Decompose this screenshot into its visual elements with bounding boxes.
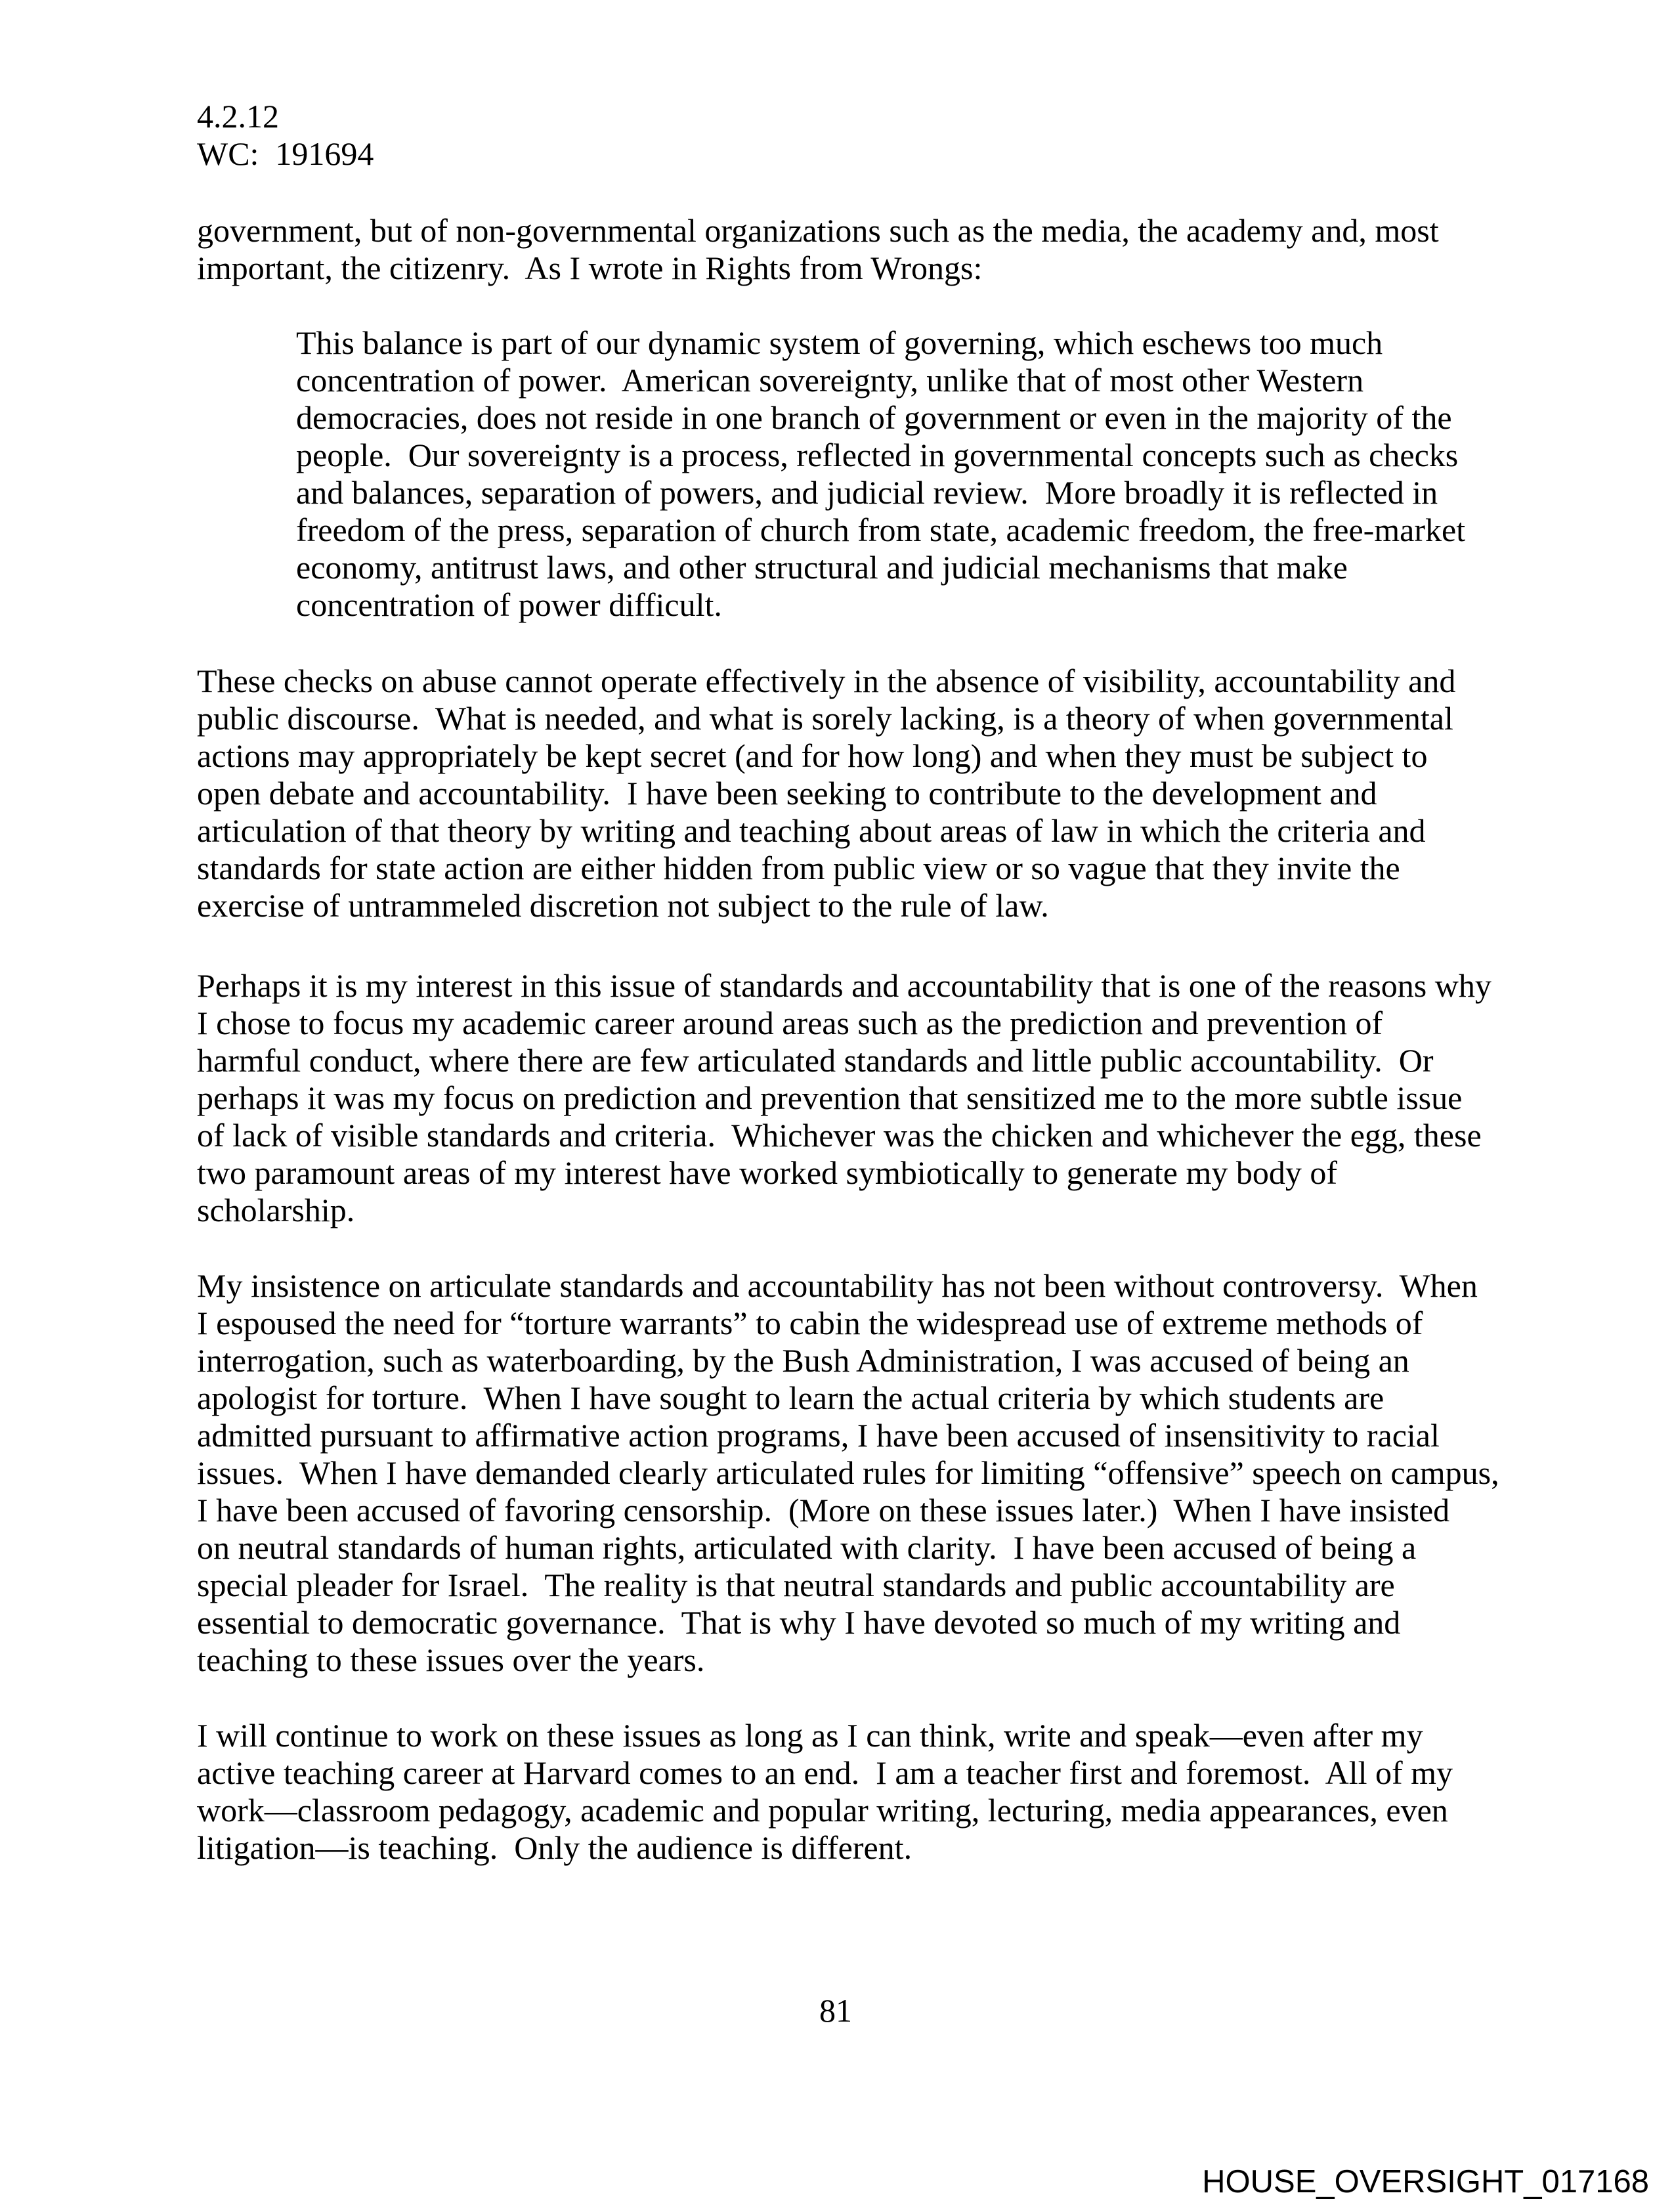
quote-line: people. Our sovereignty is a process, reflected in governmental concepts such as checks	[296, 437, 1459, 473]
paragraph-line: on neutral standards of human rights, articulated with clarity. I have been accused of being a	[197, 1529, 1417, 1566]
paragraph-line: articulation of that theory by writing and teaching about areas of law in which the criteria and	[197, 812, 1426, 849]
paragraph-line: apologist for torture. When I have sought to learn the actual criteria by which students are	[197, 1379, 1384, 1416]
header-word-count: WC: 191694	[197, 135, 374, 172]
paragraph-line: Perhaps it is my interest in this issue of standards and accountability that is one of the reasons why	[197, 967, 1492, 1004]
quote-line: This balance is part of our dynamic system of governing, which eschews too much	[296, 324, 1383, 361]
paragraph-line: harmful conduct, where there are few articulated standards and little public accountability. Or	[197, 1042, 1434, 1079]
page-number	[0, 1992, 1674, 2029]
paragraph-line: teaching to these issues over the years.	[197, 1641, 705, 1678]
paragraph-4	[197, 1267, 1499, 1679]
paragraph-5	[197, 1717, 1453, 1867]
quote-line: economy, antitrust laws, and other structural and judicial mechanisms that make	[296, 549, 1348, 586]
quote-line: freedom of the press, separation of church from state, academic freedom, the free-market	[296, 511, 1466, 548]
paragraph-line: standards for state action are either hidden from public view or so vague that they invite the	[197, 850, 1400, 886]
paragraph-line: active teaching career at Harvard comes to an end. I am a teacher first and foremost. All of my	[197, 1754, 1453, 1791]
block-quote	[296, 324, 1465, 624]
quote-line: and balances, separation of powers, and judicial review. More broadly it is reflected in	[296, 474, 1438, 511]
paragraph-line: issues. When I have demanded clearly articulated rules for limiting “offensive” speech on campus,	[197, 1454, 1499, 1491]
paragraph-1	[197, 212, 1439, 287]
paragraph-line: special pleader for Israel. The reality is that neutral standards and public accountability are	[197, 1567, 1395, 1603]
page-number-text: 81	[819, 1992, 852, 2029]
paragraph-line: exercise of untrammeled discretion not subject to the rule of law.	[197, 887, 1049, 924]
paragraph-line: essential to democratic governance. That is why I have devoted so much of my writing and	[197, 1604, 1401, 1641]
paragraph-line: I chose to focus my academic career around areas such as the prediction and prevention of	[197, 1005, 1383, 1041]
header-date: 4.2.12	[197, 98, 279, 135]
bates-stamp: HOUSE_OVERSIGHT_017168	[1202, 2164, 1649, 2200]
document-header	[197, 98, 374, 173]
paragraph-line: My insistence on articulate standards and accountability has not been without controversy. When	[197, 1267, 1478, 1304]
paragraph-line: These checks on abuse cannot operate effectively in the absence of visibility, accountability and	[197, 662, 1456, 699]
paragraph-3	[197, 967, 1492, 1229]
quote-line: concentration of power. American sovereignty, unlike that of most other Western	[296, 362, 1364, 399]
paragraph-line: public discourse. What is needed, and what is sorely lacking, is a theory of when governmental	[197, 700, 1453, 737]
quote-line: concentration of power difficult.	[296, 586, 722, 623]
paragraph-line: work—classroom pedagogy, academic and popular writing, lecturing, media appearances, even	[197, 1792, 1448, 1829]
quote-line: democracies, does not reside in one branch of government or even in the majority of the	[296, 399, 1452, 436]
paragraph-line: admitted pursuant to affirmative action programs, I have been accused of insensitivity to racial	[197, 1417, 1440, 1454]
paragraph-line: litigation—is teaching. Only the audience is different.	[197, 1829, 912, 1866]
paragraph-line: scholarship.	[197, 1192, 355, 1228]
paragraph-line: I espoused the need for “torture warrants” to cabin the widespread use of extreme methods of	[197, 1305, 1423, 1341]
paragraph-line: actions may appropriately be kept secret (and for how long) and when they must be subject to	[197, 737, 1428, 774]
paragraph-2	[197, 662, 1455, 924]
paragraph-line: government, but of non-governmental organizations such as the media, the academy and, most	[197, 212, 1439, 249]
paragraph-line: interrogation, such as waterboarding, by the Bush Administration, I was accused of being an	[197, 1342, 1409, 1379]
paragraph-line: of lack of visible standards and criteria. Whichever was the chicken and whichever the egg, these	[197, 1117, 1482, 1154]
paragraph-line: I have been accused of favoring censorship. (More on these issues later.) When I have insisted	[197, 1492, 1450, 1529]
paragraph-line: two paramount areas of my interest have worked symbiotically to generate my body of	[197, 1154, 1337, 1191]
paragraph-line: perhaps it was my focus on prediction and prevention that sensitized me to the more subtle issue	[197, 1079, 1463, 1116]
paragraph-line: I will continue to work on these issues as long as I can think, write and speak—even after my	[197, 1717, 1423, 1754]
paragraph-line: open debate and accountability. I have been seeking to contribute to the development and	[197, 775, 1377, 812]
paragraph-line: important, the citizenry. As I wrote in Rights from Wrongs:	[197, 249, 983, 286]
